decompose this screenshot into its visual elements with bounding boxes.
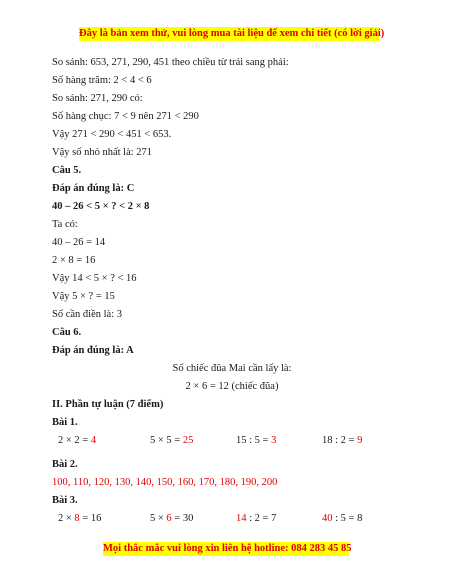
exercise-1-item: 2 × 2 = 4 (58, 435, 97, 446)
exercise-1-title: Bài 1. (52, 417, 78, 428)
question-6-title: Câu 6. (52, 327, 82, 338)
text-line: Ta có: (52, 219, 78, 230)
exercise-1-item: 18 : 2 = 9 (322, 435, 363, 446)
question-5-answer: Đáp án đúng là: C (52, 183, 135, 194)
exercise-1-item: 5 × 5 = 25 (150, 435, 194, 446)
text-line: Vậy số nhỏ nhất là: 271 (52, 147, 153, 158)
text-line: Vậy 271 < 290 < 451 < 653. (52, 129, 172, 140)
text-line: 2 × 8 = 16 (52, 255, 96, 266)
text-line: Số cần điền là: 3 (52, 309, 122, 320)
exercise-1-row (52, 432, 412, 450)
text-line: 2 × 6 = 12 (chiếc đũa) (185, 381, 279, 392)
text-line: Số hàng chục: 7 < 9 nên 271 < 290 (52, 111, 199, 122)
text-line: 40 – 26 = 14 (52, 237, 106, 248)
exercise-2-title: Bài 2. (52, 459, 78, 470)
exercise-1-item: 15 : 5 = 3 (236, 435, 277, 446)
question-5-title: Câu 5. (52, 165, 82, 176)
text-line: So sánh: 271, 290 có: (52, 93, 143, 104)
document-body (52, 54, 412, 528)
hotline-banner: Mọi thắc mắc vui lòng xin liên hệ hotline: 084 283 45 85 (103, 543, 352, 554)
text-line: So sánh: 653, 271, 290, 451 theo chiều từ trái sang phải: (52, 57, 289, 68)
text-line: Số hàng trăm: 2 < 4 < 6 (52, 75, 152, 86)
exercise-3-item: 40 : 5 = 8 (322, 513, 363, 524)
exercise-3-item: 5 × 6 = 30 (150, 513, 194, 524)
exercise-3-title: Bài 3. (52, 495, 78, 506)
text-line: Số chiếc đũa Mai cần lấy là: (172, 363, 292, 374)
part-2-heading: II. Phần tự luận (7 điểm) (52, 399, 164, 410)
text-line: Vậy 5 × ? = 15 (52, 291, 115, 302)
exercise-3-item: 14 : 2 = 7 (236, 513, 277, 524)
exercise-2-sequence: 100, 110, 120, 130, 140, 150, 160, 170, 180, 190, 200 (52, 477, 278, 488)
text-line: Vậy 14 < 5 × ? < 16 (52, 273, 137, 284)
question-6-answer: Đáp án đúng là: A (52, 345, 134, 356)
exercise-3-row (52, 510, 412, 528)
preview-notice-banner: Đây là bản xem thử, vui lòng mua tài liệu để xem chi tiết (có lời giải) (79, 28, 385, 39)
exercise-3-item: 2 × 8 = 16 (58, 513, 102, 524)
question-5-problem: 40 – 26 < 5 × ? < 2 × 8 (52, 201, 150, 212)
